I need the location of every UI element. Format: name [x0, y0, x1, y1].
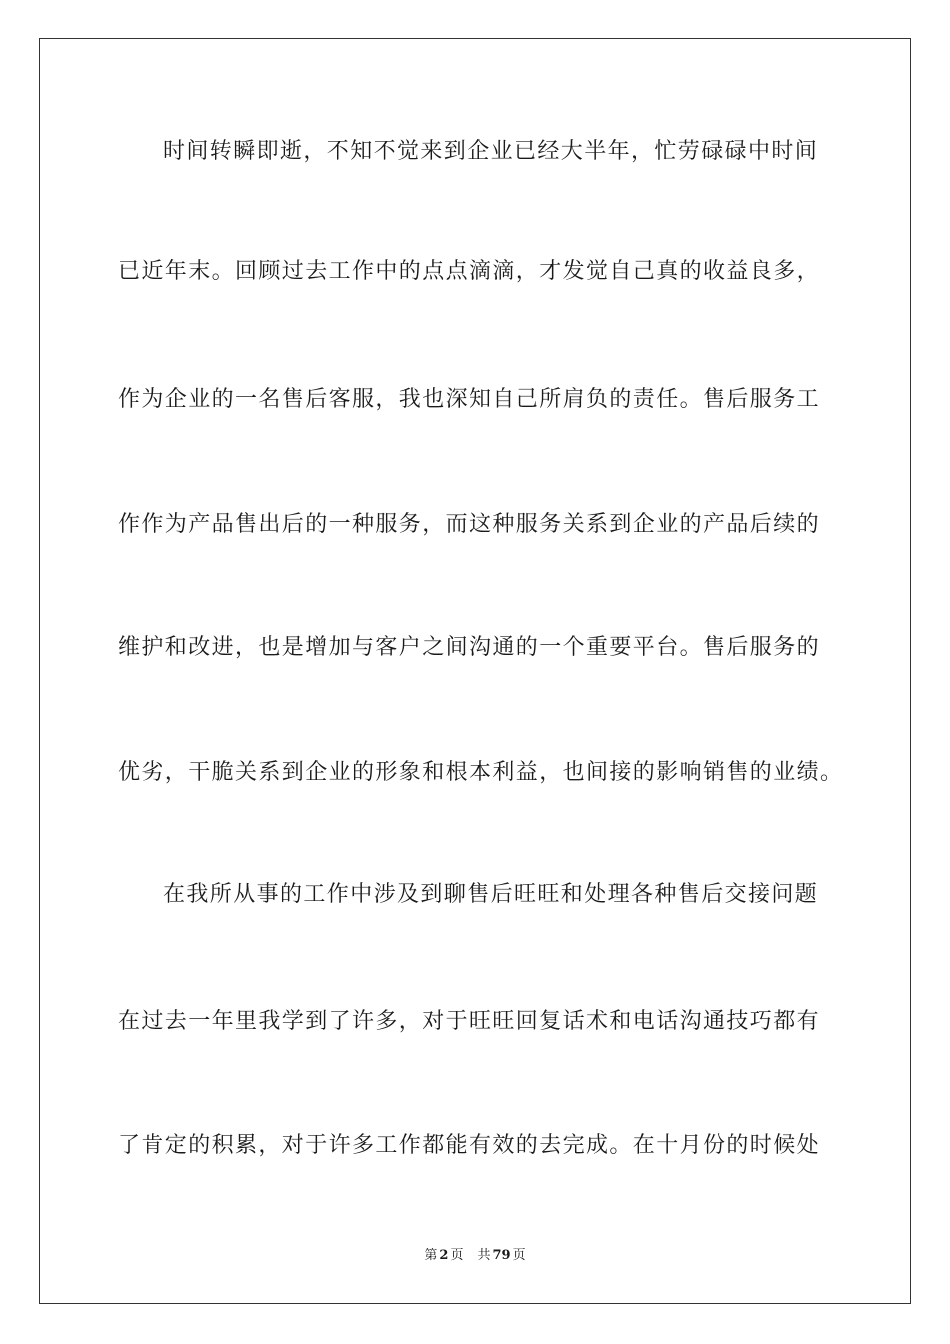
- page-footer: [0, 1248, 950, 1264]
- page-prefix: 第: [424, 1248, 438, 1263]
- paragraph-line: 了肯定的积累，对于许多工作都能有效的去完成。在十月份的时候处: [118, 1133, 821, 1158]
- paragraph-line: 作为企业的一名售后客服，我也深知自己所肩负的责任。售后服务工: [118, 387, 821, 412]
- page-number: 2: [439, 1248, 449, 1263]
- paragraph-line: 作作为产品售出后的一种服务，而这种服务关系到企业的产品后续的: [118, 512, 821, 537]
- paragraph-line: 在我所从事的工作中涉及到聊售后旺旺和处理各种售后交接问题: [163, 882, 819, 907]
- page-border: [39, 38, 911, 1304]
- page-suffix: 页: [450, 1248, 464, 1263]
- paragraph-line: 维护和改进，也是增加与客户之间沟通的一个重要平台。售后服务的: [118, 635, 821, 660]
- paragraph-line: 已近年末。回顾过去工作中的点点滴滴，才发觉自己真的收益良多，: [118, 259, 821, 284]
- paragraph-line: 在过去一年里我学到了许多，对于旺旺回复话术和电话沟通技巧都有: [118, 1009, 821, 1034]
- paragraph-line: 时间转瞬即逝，不知不觉来到企业已经大半年，忙劳碌碌中时间: [163, 139, 819, 164]
- paragraph-line: 优劣，干脆关系到企业的形象和根本利益，也间接的影响销售的业绩。: [118, 760, 844, 785]
- total-prefix: 共: [477, 1248, 491, 1263]
- total-pages: 79: [492, 1248, 511, 1263]
- total-suffix: 页: [512, 1248, 526, 1263]
